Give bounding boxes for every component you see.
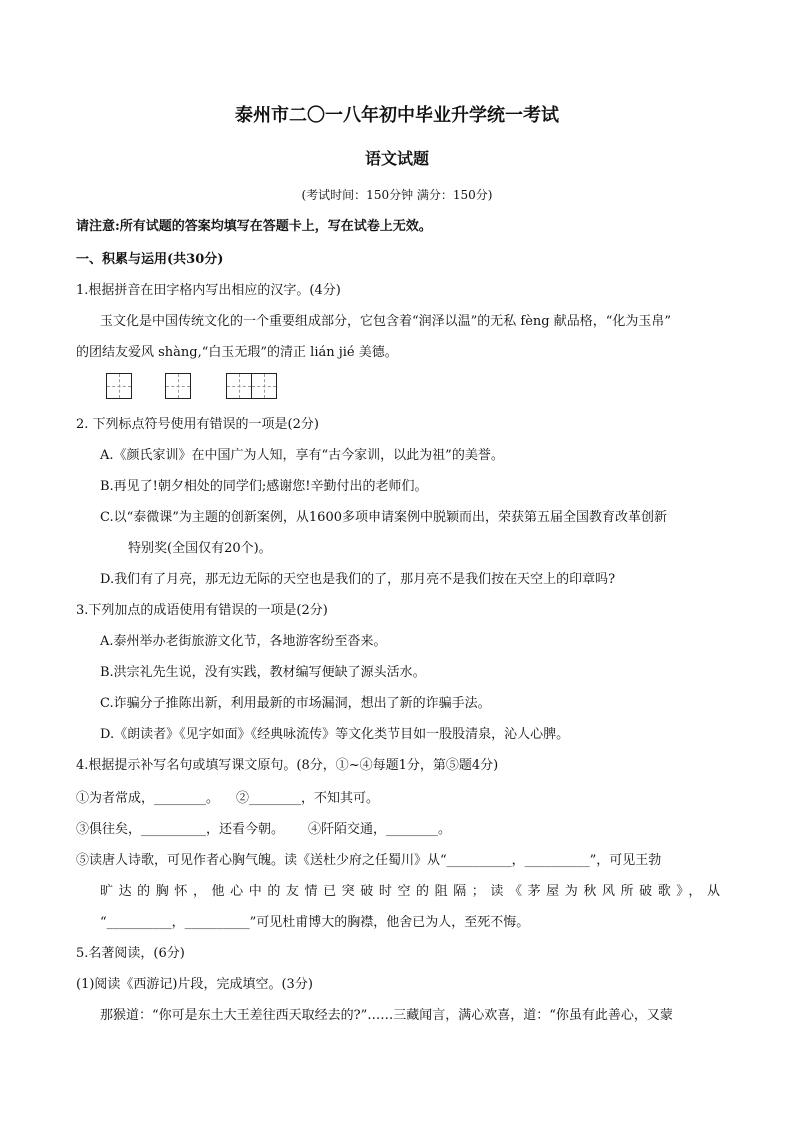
q3-option-a: A.泰州举办老街旅游文化节，各地游客纷至沓来。 xyxy=(100,634,387,649)
q2-option-b: B.再见了!朝夕相处的同学们;感谢您!辛勤付出的老师们。 xyxy=(100,479,428,494)
q4-item-5-line3: “__________，__________”可见杜甫博大的胸襟，他舍已为人，至死不悔。 xyxy=(100,915,530,930)
q2-option-a: A.《颜氏家训》在中国广为人知，享有“古今家训，以此为祖”的美誉。 xyxy=(100,448,504,463)
q2-stem: 2. 下列标点符号使用有错误的一项是(2分) xyxy=(76,417,319,432)
q3-option-d: D.《朗读者》《见字如面》《经典咏流传》等文化类节目如一股股清泉，沁人心脾。 xyxy=(100,727,570,742)
q4-item-3: ③俱往矣，__________，还看今朝。 xyxy=(76,822,285,837)
q3-option-b: B.洪宗礼先生说，没有实践，教材编写便缺了源头活水。 xyxy=(100,665,426,680)
q1-passage-line1: 玉文化是中国传统文化的一个重要组成部分，它包含着“润泽以温”的无私 fèng 献品格，“化为玉帛” xyxy=(100,314,672,329)
q2-option-d: D.我们有了月亮，那无边无际的天空也是我们的了，那月亮不是我们按在天空上的印章吗? xyxy=(100,572,616,587)
tian-cell[interactable] xyxy=(165,373,191,399)
q3-option-c: C.诈骗分子推陈出新，利用最新的市场漏洞，想出了新的诈骗手法。 xyxy=(100,696,491,711)
notice: 请注意:所有试题的答案均填写在答题卡上，写在试卷上无效。 xyxy=(76,219,432,234)
q4-item-4: ④阡陌交通，________。 xyxy=(308,822,452,837)
q4-stem: 4.根据提示补写名句或填写课文原句。(8分，①~④每题1分，第⑤题4分) xyxy=(76,758,499,773)
q2-option-c-line2: 特别奖(全国仅有20个)。 xyxy=(128,541,272,556)
tian-cell[interactable] xyxy=(251,373,277,399)
tian-grid-shang[interactable] xyxy=(165,373,191,399)
q2-option-c-line1: C.以“泰微课”为主题的创新案例，从1600多项申请案例中脱颖而出，荣获第五届全国教育改革创新 xyxy=(100,510,667,525)
q4-item-1: ①为者常成，________。 xyxy=(76,791,220,806)
q3-stem: 3.下列加点的成语使用有错误的一项是(2分) xyxy=(76,603,328,618)
q4-item-2: ②________，不知其可。 xyxy=(236,791,380,806)
q4-item-5-line1: ⑤读唐人诗歌，可见作者心胸气魄。读《送杜少府之任蜀川》从“__________，__________”，可见王勃 xyxy=(76,853,662,868)
tian-cell[interactable] xyxy=(106,373,132,399)
q4-item-5-line2: 旷达的胸怀，他心中的友情已突破时空的阻隔；读《茅屋为秋风所破歌》，从 xyxy=(100,884,720,899)
q5-passage: 那猴道：“你可是东土大王差往西天取经去的?”……三藏闻言，满心欢喜，道：“你虽有此善心，又蒙 xyxy=(100,1008,673,1023)
section-heading: 一、积累与运用(共30分) xyxy=(76,252,224,267)
exam-info: (考试时间：150分钟 满分：150分) xyxy=(301,188,493,202)
tian-grid-lianjie[interactable] xyxy=(226,373,277,399)
tian-cell[interactable] xyxy=(226,373,252,399)
q1-passage-line2: 的团结友爱风 shàng,“白玉无瑕”的清正 lián jié 美德。 xyxy=(76,345,398,360)
q5-sub1: (1)阅读《西游记)片段，完成填空。(3分) xyxy=(76,977,313,992)
exam-title: 泰州市二〇一八年初中毕业升学统一考试 xyxy=(235,105,559,126)
subject-title: 语文试题 xyxy=(364,149,429,168)
tian-grid-feng[interactable] xyxy=(106,373,132,399)
q5-stem: 5.名著阅读，(6分) xyxy=(76,946,185,961)
q1-stem: 1.根据拼音在田字格内写出相应的汉字。(4分) xyxy=(76,283,341,298)
